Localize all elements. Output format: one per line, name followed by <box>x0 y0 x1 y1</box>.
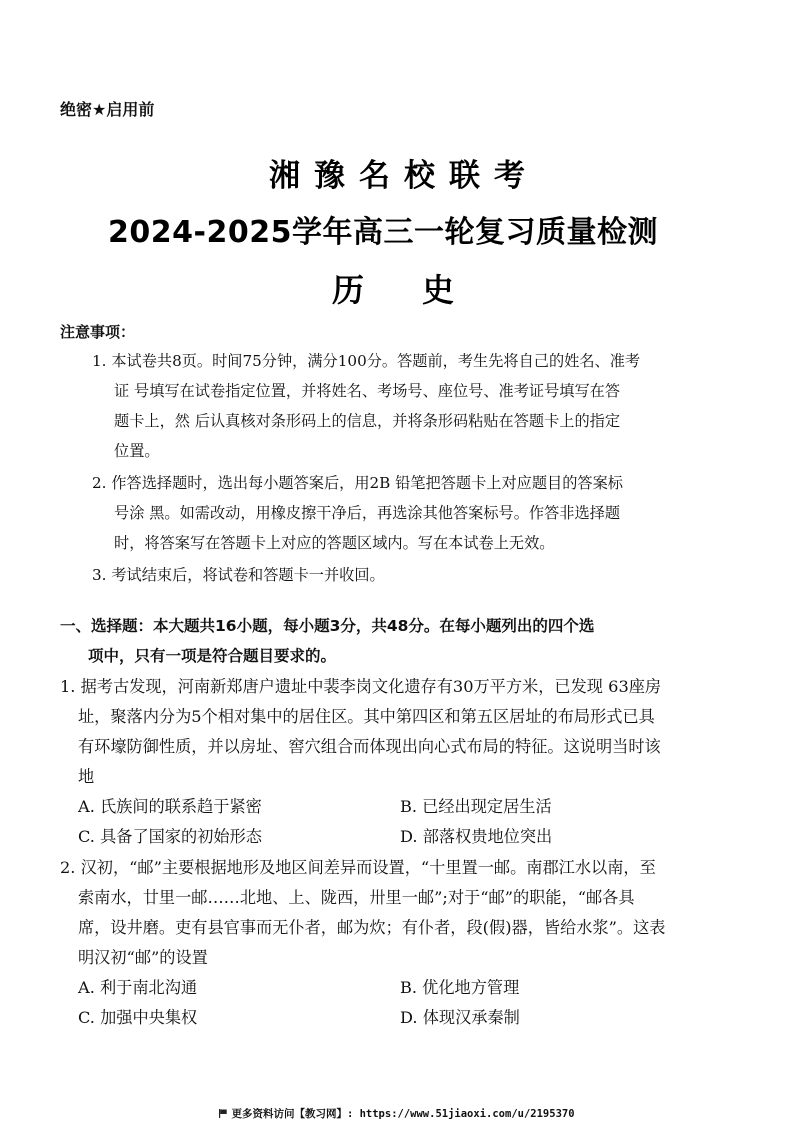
question-2 <box>60 853 740 1033</box>
footer <box>0 1106 794 1121</box>
exam-title: 湘豫名校联考 <box>269 158 539 194</box>
option-a: A. 利于南北沟通 <box>78 978 198 997</box>
notice-line: 时，将答案写在答题卡上对应的答题区域内。写在本试卷上无效。 <box>114 534 555 552</box>
notice-item-1 <box>92 346 732 466</box>
notice-line: 3. 考试结束后，将试卷和答题卡一并收回。 <box>92 566 385 584</box>
section-heading <box>60 611 700 671</box>
notice-heading: 注意事项： <box>60 323 136 341</box>
exam-subtitle: 2024-2025学年高三一轮复习质量检测 <box>108 215 658 250</box>
section-heading-line: 项中，只有一项是符合题目要求的。 <box>88 647 337 665</box>
notice-line: 2. 作答选择题时，选出每小题答案后，用2B 铅笔把答题卡上对应题目的答案标 <box>92 474 623 492</box>
question-stem: 明汉初“邮”的设置 <box>78 948 208 967</box>
notice-line: 题卡上，然 后认真核对条形码上的信息，并将条形码粘贴在答题卡上的指定 <box>114 412 621 430</box>
option-d: D. 部落权贵地位突出 <box>400 827 553 846</box>
notice-item-3 <box>92 560 732 590</box>
notice-line: 号涂 黑。如需改动，用橡皮擦干净后，再选涂其他答案标号。作答非选择题 <box>114 504 621 522</box>
notice-line: 1. 本试卷共8页。时间75分钟，满分100分。答题前，考生先将自己的姓名、准考 <box>92 352 641 370</box>
option-b: B. 已经出现定居生活 <box>400 797 552 816</box>
question-stem: 1. 据考古发现，河南新郑唐户遗址中裴李岗文化遗存有30万平方米，已发现 63座房 <box>60 677 662 696</box>
question-stem: 席，设井磨。吏有县官事而无仆者，邮为炊；有仆者，段(假)器，皆给水浆”。这表 <box>78 918 666 937</box>
notice-line: 位置。 <box>114 442 160 460</box>
option-c: C. 加强中央集权 <box>78 1008 198 1027</box>
question-stem: 索南水，廿里一邮……北地、上、陇西，卅里一邮”;对于“邮”的职能，“邮各具 <box>78 888 635 907</box>
question-1 <box>60 672 740 852</box>
question-stem: 地 <box>78 767 95 786</box>
subject-title: 历史 <box>331 271 512 309</box>
notice-item-2 <box>92 468 732 558</box>
notice-line: 证 号填写在试卷指定位置，并将姓名、考场号、座位号、准考证号填写在答 <box>114 382 621 400</box>
flag-icon <box>219 1109 227 1118</box>
question-stem: 有环壕防御性质，并以房址、窖穴组合而体现出向心式布局的特征。这说明当时该 <box>78 737 661 756</box>
footer-link[interactable]: 更多资料访问【教习网】: https://www.51jiaoxi.com/u/2195370 <box>231 1108 575 1120</box>
option-a: A. 氏族间的联系趋于紧密 <box>78 797 262 816</box>
question-stem: 址，聚落内分为5个相对集中的居住区。其中第四区和第五区居址的布局形式已具 <box>78 707 655 726</box>
option-d: D. 体现汉承秦制 <box>400 1008 520 1027</box>
confidential-label: 绝密★启用前 <box>60 100 155 119</box>
section-heading-line: 一、选择题：本大题共16小题，每小题3分，共48分。在每小题列出的四个选 <box>60 617 595 635</box>
option-c: C. 具备了国家的初始形态 <box>78 827 262 846</box>
question-stem: 2. 汉初，“邮”主要根据地形及地区间差异而设置，“十里置一邮。南郡江水以南，至 <box>60 858 656 877</box>
option-b: B. 优化地方管理 <box>400 978 520 997</box>
